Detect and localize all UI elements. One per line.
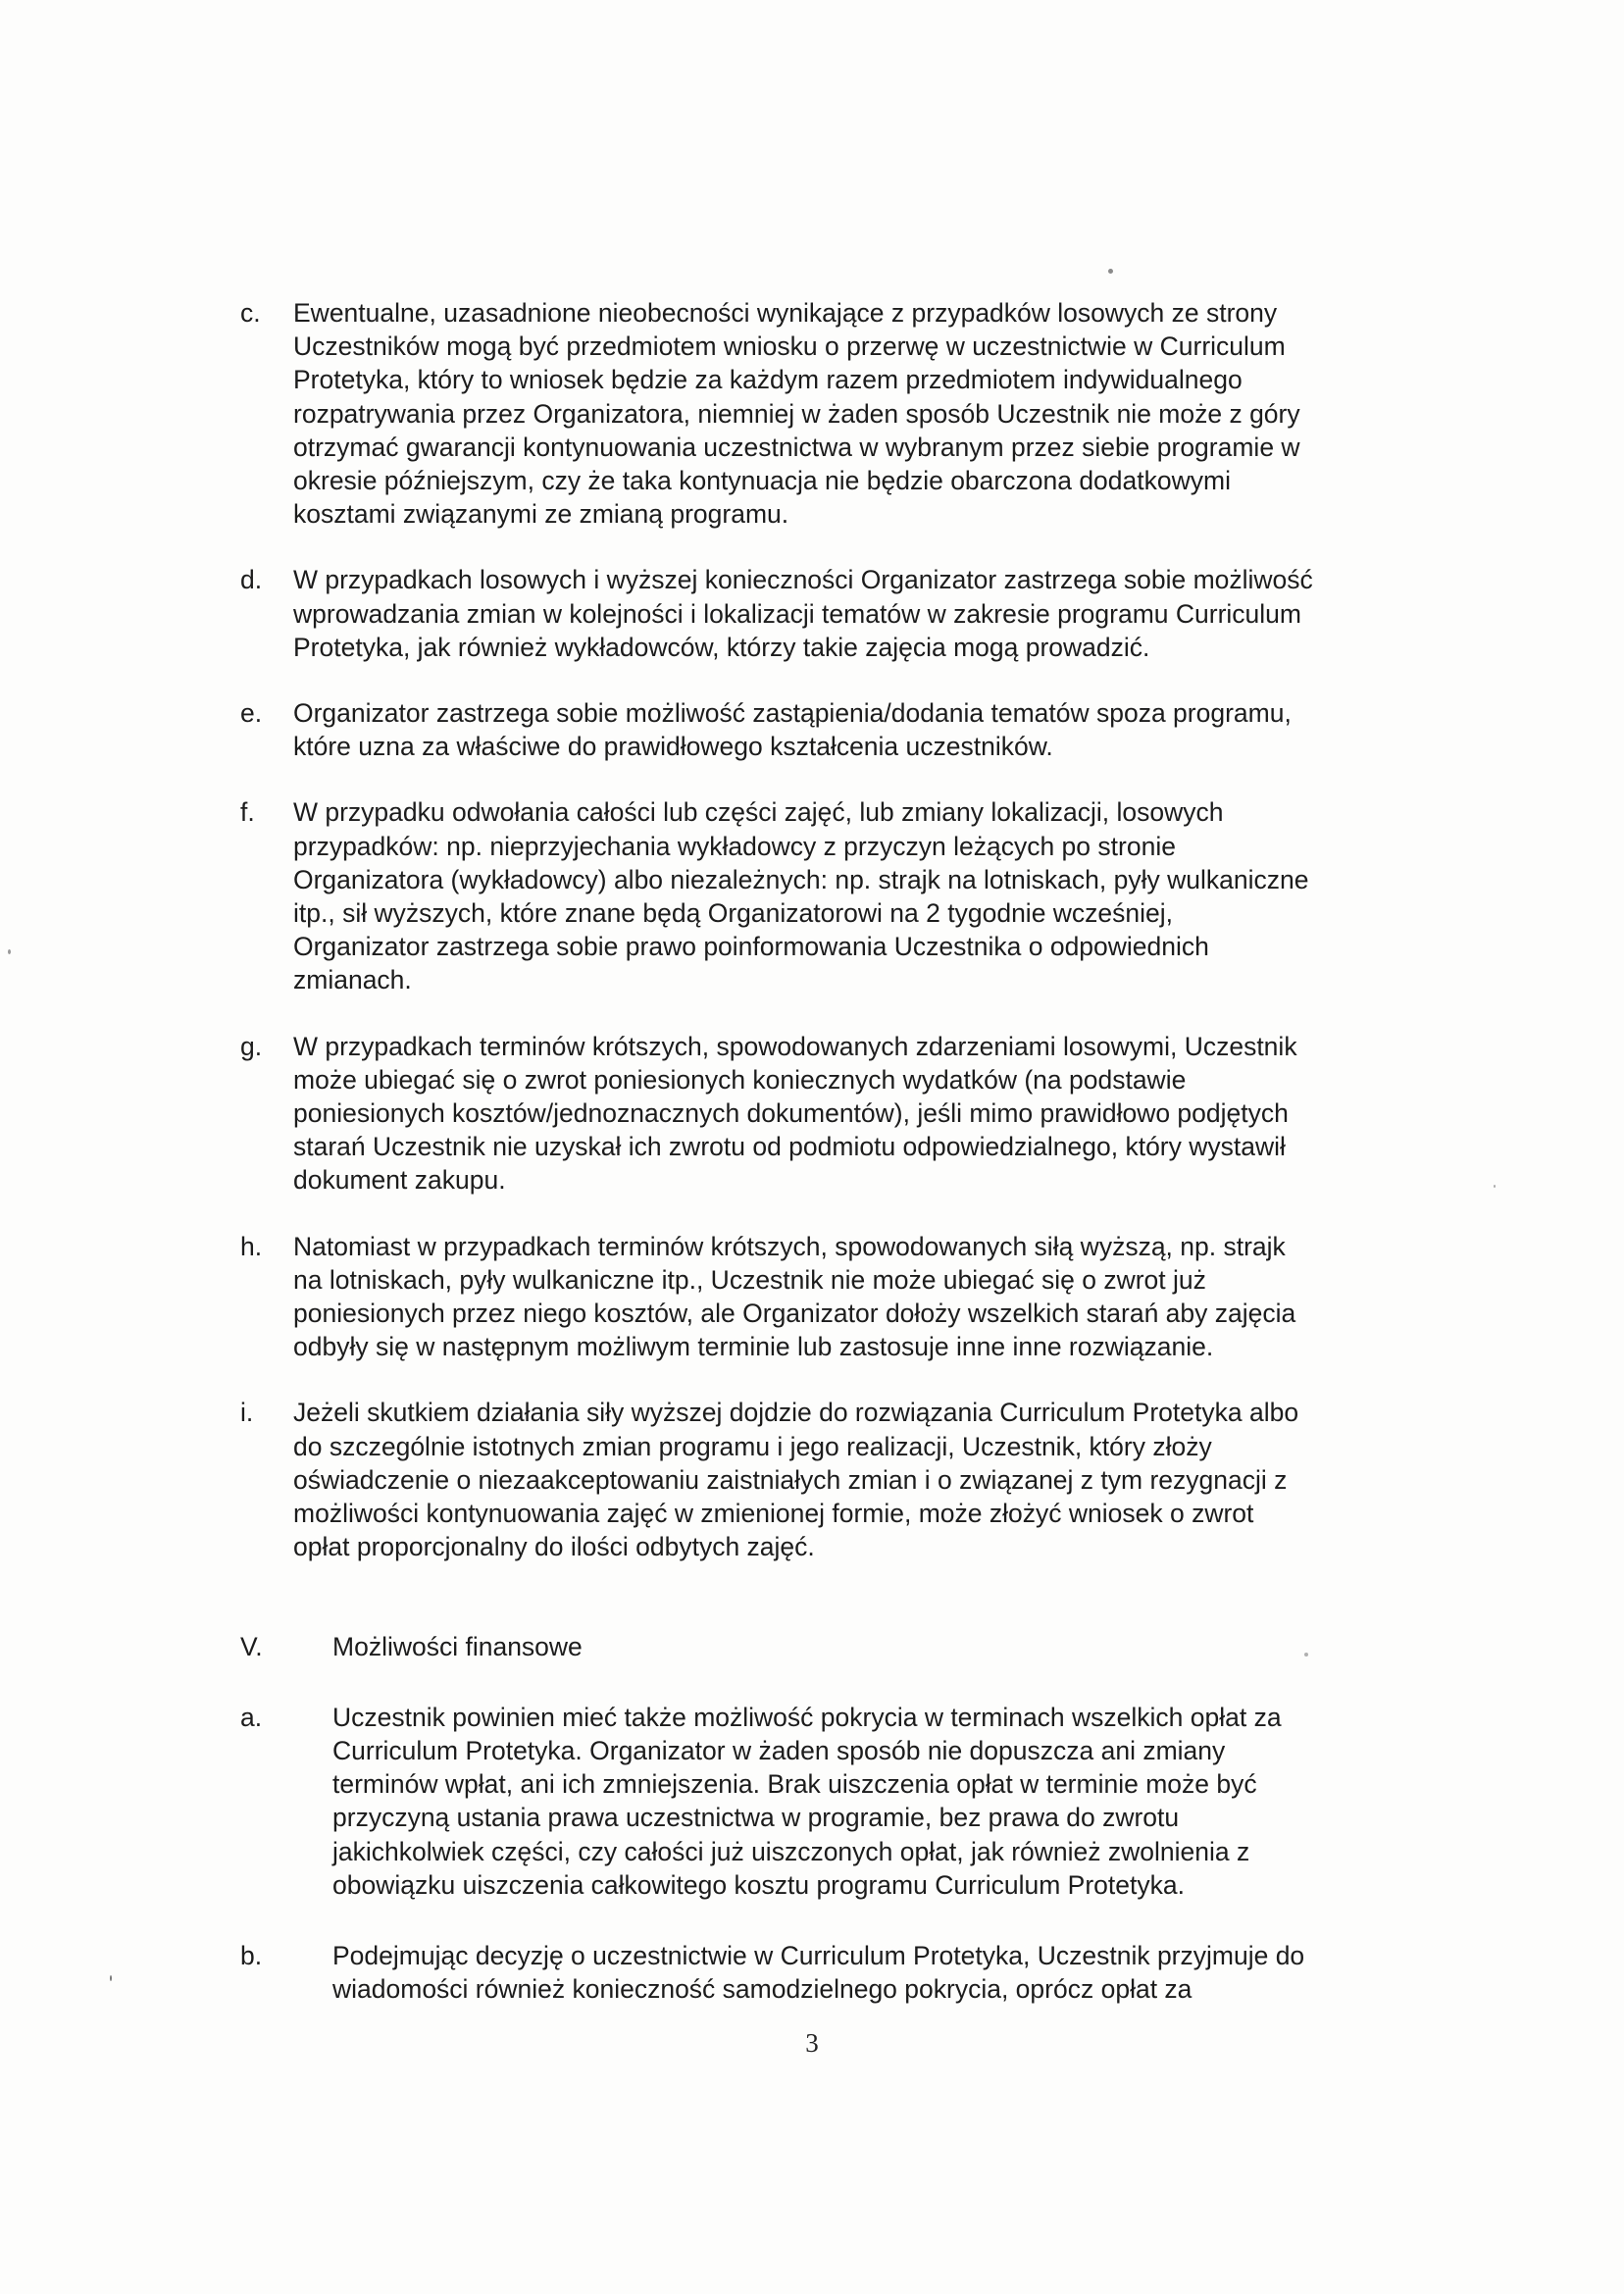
- list-marker: d.: [240, 565, 263, 595]
- list-marker: e.: [240, 698, 263, 729]
- list-item-text: Podejmując decyzję o uczestnictwie w Curriculum Protetyka, Uczestnik przyjmuje do wiadomości również konieczność samodzielnego pokrycia, oprócz opłat za: [332, 1940, 1305, 2005]
- list-marker: h.: [240, 1231, 263, 1261]
- section-title: Możliwości finansowe: [332, 1631, 583, 1661]
- section-spacer: [240, 1597, 1437, 1630]
- section-heading: [240, 1630, 1437, 1663]
- list-item-c: [240, 296, 1437, 531]
- scan-speck: [1304, 1653, 1308, 1657]
- list-item-text: Natomiast w przypadkach terminów krótszych, spowodowanych siłą wyższą, np. strajk na lotniskach, pyły wulkaniczne itp., Uczestnik nie może ubiegać się o zwrot już poniesionych przez niego kosztów, ale Organizator dołoży wszelkich starań aby zajęcia odbyły się w następnym możliwym terminie lub zastosuje inne inne rozwiązanie.: [293, 1231, 1296, 1362]
- list-item-h: [240, 1230, 1437, 1364]
- scan-speck: [110, 1975, 112, 1981]
- list-item-i: [240, 1396, 1437, 1563]
- section-item-b: [240, 1939, 1437, 2006]
- list-item-e: [240, 696, 1437, 763]
- list-item-text: Uczestnik powinien mieć także możliwość pokrycia w terminach wszelkich opłat za Curriculum Protetyka. Organizator w żaden sposób nie dopuszcza ani zmiany terminów wpłat, ani ich zmniejszenia. Brak uiszczenia opłat w terminie może być przyczyną ustania prawa uczestnictwa w programie, bez prawa do zwrotu jakichkolwiek części, czy całości już uiszczonych opłat, jak również zwolnienia z obowiązku uiszczenia całkowitego kosztu programu Curriculum Protetyka.: [332, 1702, 1282, 1900]
- scan-speck: [1494, 1185, 1496, 1188]
- section-number: V.: [240, 1631, 263, 1661]
- list-marker: f.: [240, 797, 255, 828]
- list-item-f: [240, 795, 1437, 996]
- list-item-text: W przypadkach losowych i wyższej konieczności Organizator zastrzega sobie możliwość wprowadzania zmian w kolejności i lokalizacji tematów w zakresie programu Curriculum Protetyka, jak również wykładowców, którzy takie zajęcia mogą prowadzić.: [293, 565, 1313, 662]
- document-body: [240, 296, 1437, 2043]
- scan-speck: [8, 949, 11, 954]
- list-marker: a.: [240, 1702, 263, 1732]
- section-item-a: [240, 1701, 1437, 1902]
- list-item-text: W przypadku odwołania całości lub części zajęć, lub zmiany lokalizacji, losowych przypadków: np. nieprzyjechania wykładowcy z przyczyn leżących po stronie Organizatora (wykładowcy) albo niezależnych: np. strajk na lotniskach, pyły wulkaniczne itp., sił wyższych, które znane będą Organizatorowi na 2 tygodnie wcześniej, Organizator zastrzega sobie prawo poinformowania Uczestnika o odpowiednich zmianach.: [293, 797, 1309, 995]
- list-item-text: W przypadkach terminów krótszych, spowodowanych zdarzeniami losowymi, Uczestnik może ubiegać się o zwrot poniesionych koniecznych wydatków (na podstawie poniesionych kosztów/jednoznacznych dokumentów), jeśli mimo prawidłowo podjętych starań Uczestnik nie uzyskał ich zwrotu od podmiotu odpowiedzialnego, który wystawił dokument zakupu.: [293, 1031, 1297, 1196]
- page-number: 3: [805, 2028, 819, 2058]
- list-item-g: [240, 1030, 1437, 1198]
- scan-speck: [1108, 269, 1113, 274]
- list-item-text: Organizator zastrzega sobie możliwość zastąpienia/dodania tematów spoza programu, które uzna za właściwe do prawidłowego kształcenia uczestników.: [293, 698, 1292, 762]
- list-item-d: [240, 563, 1437, 664]
- list-marker: c.: [240, 298, 261, 328]
- list-marker: i.: [240, 1398, 254, 1428]
- list-item-text: Ewentualne, uzasadnione nieobecności wynikające z przypadków losowych ze strony Uczestników mogą być przedmiotem wniosku o przerwę w uczestnictwie w Curriculum Protetyka, który to wniosek będzie za każdym razem przedmiotem indywidualnego rozpatrywania przez Organizatora, niemniej w żaden sposób Uczestnik nie może z góry otrzymać gwarancji kontynuowania uczestnictwa w wybranym przez siebie programie w okresie późniejszym, czy że taka kontynuacja nie będzie obarczona dodatkowymi kosztami związanymi ze zmianą programu.: [293, 298, 1300, 530]
- list-item-text: Jeżeli skutkiem działania siły wyższej dojdzie do rozwiązania Curriculum Protetyka albo do szczególnie istotnych zmian programu i jego realizacji, Uczestnik, który złoży oświadczenie o niezaakceptowaniu zaistniałych zmian i o związanej z tym rezygnacji z możliwości kontynuowania zajęć w zmienionej formie, może złożyć wniosek o zwrot opłat proporcjonalny do ilości odbytych zajęć.: [293, 1398, 1299, 1562]
- list-marker: g.: [240, 1031, 263, 1061]
- list-marker: b.: [240, 1940, 263, 1970]
